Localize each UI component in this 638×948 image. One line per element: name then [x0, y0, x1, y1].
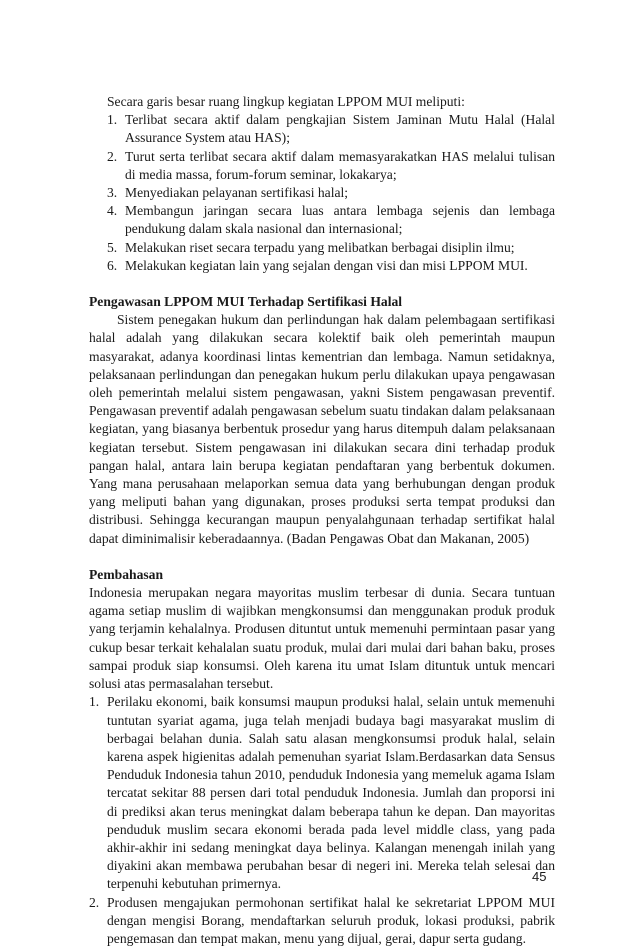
list-item-number: 4.: [107, 203, 118, 219]
list-item-text: Membangun jaringan secara luas antara lembaga sejenis dan lembaga pendukung dalam skala nasional dan internasional;: [125, 203, 555, 237]
list-item: [107, 184, 555, 202]
scope-intro: Secara garis besar ruang lingkup kegiatan LPPOM MUI meliputi:: [107, 94, 465, 109]
section-heading-pengawasan: Pengawasan LPPOM MUI Terhadap Sertifikasi Halal: [89, 294, 403, 310]
list-item-number: 3.: [107, 185, 118, 201]
scope-list: [89, 111, 555, 275]
page-content: [89, 93, 555, 948]
list-item-text: Melakukan riset secara terpadu yang melibatkan berbagai disiplin ilmu;: [125, 239, 515, 255]
list-item: [89, 894, 555, 948]
list-item: [107, 239, 555, 257]
list-item-number: 2.: [107, 148, 118, 164]
list-item: [107, 148, 555, 184]
list-item-text: Terlibat secara aktif dalam pengkajian Sistem Jaminan Mutu Halal (Halal Assurance System atau HAS);: [125, 112, 555, 146]
list-item: [107, 257, 555, 275]
list-item-number: 1.: [107, 112, 118, 128]
list-item-text: Menyediakan pelayanan sertifikasi halal;: [125, 185, 349, 201]
pembahasan-list: [89, 693, 555, 948]
list-item: [107, 202, 555, 238]
list-item: [107, 111, 555, 147]
list-item-number: 6.: [107, 257, 118, 273]
list-item-text: Produsen mengajukan permohonan sertifikat halal ke sekretariat LPPOM MUI dengan mengisi Borang, mendaftarkan seluruh produk, lokasi produksi, pabrik pengemasan dan tempat makan, menu yang dijual, gerai, dapur serta gudang.: [107, 894, 555, 946]
list-item-text: Melakukan kegiatan lain yang sejalan dengan visi dan misi LPPOM MUI.: [125, 257, 528, 273]
list-item-text: Perilaku ekonomi, baik konsumsi maupun produksi halal, selain untuk memenuhi tuntutan syariat agama, juga telah menjadi budaya bagi masyarakat muslim di berbagai belahan dunia. Salah satu alasan mengkonsumsi produk halal, selain karena aspek higienitas adalah pemenuhan syariat Islam.Berdasarkan data Sensus Penduduk Indonesia tahun 2010, penduduk Indonesia yang memeluk agama Islam tercatat sekitar 88 persen dari total penduduk Indonesia. Jumlah dan proporsi ini di prediksi akan terus meningkat dalam beberapa tahun ke depan. Dan mayoritas penduduk muslim secara ekonomi berada pada level middle class, yang pada akhir-akhir ini sedang meningkat daya belinya. Kalangan menengah inilah yang diyakini akan membawa perubahan besar di negeri ini. Mereka telah selesai dan terpenuhi kebutuhan primernya.: [107, 694, 555, 892]
section-heading-pembahasan: Pembahasan: [89, 566, 164, 582]
list-item-number: 2.: [89, 894, 100, 910]
page-number: 45: [532, 869, 547, 884]
list-item-number: 5.: [107, 239, 118, 255]
section-body-pembahasan: Indonesia merupakan negara mayoritas muslim terbesar di dunia. Secara tuntuan agama setiap muslim di wajibkan mengkonsumsi dan menggunakan produk produk yang terjamin kehalalnya. Produsen dituntut untuk memenuhi permintaan pasar yang cukup besar terkait kehalalan suatu produk, mulai dari mulai dari bahan baku, proses sampai produk siap konsumsi. Oleh karena itu umat Islam dituntuk untuk mencari solusi atas permasalahan tersebut.: [89, 585, 555, 692]
list-item-text: Turut serta terlibat secara aktif dalam memasyarakatkan HAS melalui tulisan di media massa, forum-forum seminar, lokakarya;: [125, 148, 555, 182]
list-item: [89, 693, 555, 893]
list-item-number: 1.: [89, 694, 100, 710]
section-body-pengawasan: Sistem penegakan hukum dan perlindungan hak dalam pelembagaan sertifikasi halal adalah yang dilakukan secara kolektif baik oleh pemerintah maupun masyarakat, adanya koordinasi lintas kementrian dan lembaga. Namun setidaknya, pelaksanaan perlindungan dan penegakan hukum perlu dilakukan upaya pengawasan oleh pemerintah melalui sistem pengawasan, yakni Sistem pengawasan preventif. Pengawasan preventif adalah pengawasan sebelum suatu tindakan dalam pelaksanaan kegiatan, yang biasanya berbentuk prosedur yang harus ditempuh dalam pelaksanaan kegiatan tersebut. Sistem pengawasan ini dilakukan secara dini terhadap produk pangan halal, antara lain berupa kegiatan pendaftaran yang berbentuk dokumen. Yang mana perusahaan melaporkan semua data yang berhubungan dengan produk yang meliputi bahan yang digunakan, proses produksi serta tempat produksi dan distribusi. Sehingga kecurangan maupun penyalahgunaan terhadap sertifikat halal dapat diminimalisir keberadaannya. (Badan Pengawas Obat dan Makanan, 2005): [89, 312, 555, 546]
